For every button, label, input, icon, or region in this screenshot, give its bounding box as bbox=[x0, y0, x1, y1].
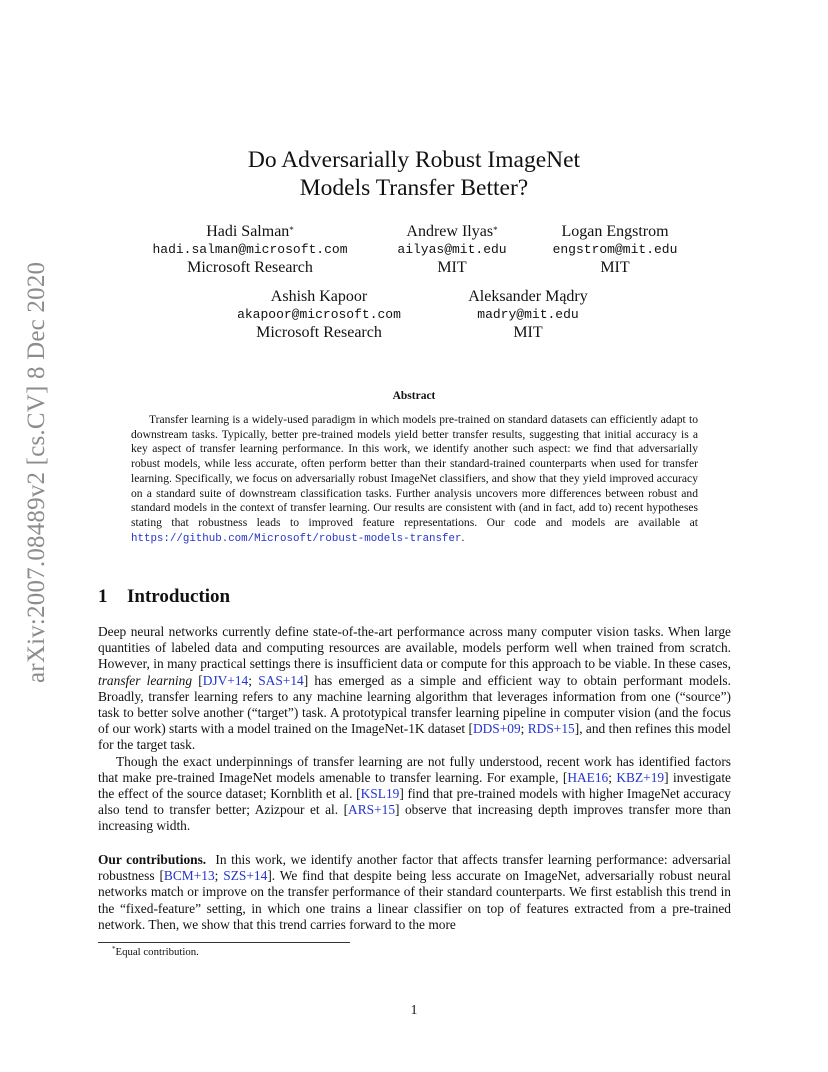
footnote bbox=[112, 946, 199, 958]
author-affiliation: Microsoft Research bbox=[187, 259, 313, 276]
paragraph-label: Our contributions. bbox=[98, 852, 207, 867]
paragraph-text: investigate the effect of the source dataset; Kornblith et al. bbox=[98, 769, 731, 802]
emphasis-text: transfer learning bbox=[98, 672, 193, 688]
title-line-2: Models Transfer Better? bbox=[299, 175, 529, 201]
citation-link[interactable]: BCM+13 bbox=[163, 868, 215, 884]
contributions-paragraph: Our contributions. In this work, we identify another factor that affects transfer learning performance: adversarial robustness [BCM+13; SZS+14]. We find that despite being less accurate on ImageNet, adversarially robust neural networks match or improve on the transfer performance of their standard counterparts. We first establish this trend in the “fixed-feature” setting, in which one trains a linear classifier on top of features extracted from a pre-trained network. Then, we show that this trend carries forward to the more bbox=[98, 852, 731, 932]
arxiv-stamp: arXiv:2007.08489v2 [cs.CV] 8 Dec 2020 bbox=[23, 261, 50, 683]
footnote-text: Equal contribution. bbox=[115, 946, 199, 958]
citation-link[interactable]: DDS+09 bbox=[472, 721, 521, 737]
citation-link[interactable]: RDS+15 bbox=[527, 721, 575, 737]
author-affiliation: MIT bbox=[513, 324, 543, 341]
citation-link[interactable]: DJV+14 bbox=[202, 672, 249, 688]
footnote-mark: * bbox=[112, 945, 116, 953]
author-affiliation: MIT bbox=[437, 259, 467, 276]
citation-link[interactable]: HAE16 bbox=[567, 769, 609, 785]
page-number: 1 bbox=[410, 1002, 418, 1017]
author-name: Hadi Salman bbox=[206, 223, 290, 240]
equal-contribution-mark: * bbox=[493, 225, 498, 235]
author-name: Logan Engstrom bbox=[561, 223, 669, 240]
author-name: Ashish Kapoor bbox=[270, 288, 368, 305]
paragraph-text: . We find that despite being less accurate on ImageNet, adversarially robust neural networks match or improve on the transfer performance of their standard counterparts. We first establish this trend in the “fixed-feature” setting, in which one trains a linear classifier on top of features extracted from a pre-trained network. Then, we show that this trend carries forward to the more bbox=[98, 868, 731, 932]
paragraph-text: Though the exact underpinnings of transfer learning are not fully understood, recent work has identified factors that make pre-trained ImageNet models amenable to transfer learning. For example, bbox=[98, 753, 731, 785]
citation-link[interactable]: SZS+14 bbox=[223, 868, 268, 884]
author-email[interactable]: hadi.salman@microsoft.com bbox=[152, 242, 348, 257]
paragraph-text: Deep neural networks currently define state-of-the-art performance across many computer vision tasks. When large quantities of labeled data and computing resources are available, models perform well when trained from scratch. However, in many practical settings there is insufficient data or compute for this approach to be viable. In these cases, bbox=[98, 624, 731, 672]
paragraph-text: In this work, we identify another factor that affects transfer learning performance: adversarial robustness bbox=[98, 852, 731, 884]
section-title: Introduction bbox=[127, 586, 231, 607]
author-affiliation: MIT bbox=[600, 259, 630, 276]
author-name: Andrew Ilyas bbox=[406, 223, 494, 240]
abstract-text: Transfer learning is a widely-used paradigm in which models pre-trained on standard datasets can efficiently adapt to downstream tasks. Typically, better pre-trained models yield better transfer results, suggesting that initial accuracy is a key aspect of transfer learning performance. In this work, we identify another such aspect: we find that adversarially robust models, while less accurate, often perform better than their standard-trained counterparts when used for transfer learning. Specifically, we focus on adversarially robust ImageNet classifiers, and show that they yield improved accuracy on a standard suite of downstream classification tasks. Further analysis uncovers more differences between robust and standard models in the context of transfer learning. Our results are consistent with (and in fact, add to) recent hypotheses stating that robustness leads to improved feature representations. Our code and models are available at bbox=[131, 413, 698, 529]
abstract-body: Transfer learning is a widely-used paradigm in which models pre-trained on standard datasets can efficiently adapt to downstream tasks. Typically, better pre-trained models yield better transfer results, suggesting that initial accuracy is a key aspect of transfer learning performance. In this work, we identify another such aspect: we find that adversarially robust models, while less accurate, often perform better than their standard-trained counterparts when used for transfer learning. Specifically, we focus on adversarially robust ImageNet classifiers, and show that they yield improved accuracy on a standard suite of downstream classification tasks. Further analysis uncovers more differences between robust and standard models in the context of transfer learning. Our results are consistent with (and in fact, add to) recent hypotheses stating that robustness leads to improved feature representations. Our code and models are available at https://github.com/Microsoft/robust-models-transfer. bbox=[131, 413, 698, 545]
author-name: Aleksander Mądry bbox=[468, 288, 588, 305]
equal-contribution-mark: * bbox=[289, 225, 294, 235]
abstract-heading: Abstract bbox=[392, 390, 436, 402]
code-url-link[interactable]: https://github.com/Microsoft/robust-models-transfer bbox=[131, 532, 462, 545]
paragraph-text: observe that increasing depth improves transfer more than increasing width. bbox=[98, 802, 731, 834]
author-email[interactable]: madry@mit.edu bbox=[477, 307, 579, 322]
footnote-divider bbox=[98, 942, 350, 943]
citation-link[interactable]: KBZ+19 bbox=[616, 769, 665, 785]
section-number: 1 bbox=[98, 586, 108, 607]
paragraph-text: find that pre-trained models with higher ImageNet accuracy also tend to transfer better; Azizpour et al. bbox=[98, 786, 732, 818]
author-block-kapoor bbox=[199, 288, 439, 342]
author-email[interactable]: akapoor@microsoft.com bbox=[237, 307, 401, 322]
citation-link[interactable]: ARS+15 bbox=[348, 802, 396, 818]
author-block-madry bbox=[408, 288, 648, 342]
author-email[interactable]: ailyas@mit.edu bbox=[397, 242, 507, 257]
author-affiliation: Microsoft Research bbox=[256, 324, 382, 341]
intro-paragraph-2: Though the exact underpinnings of transfer learning are not fully understood, recent work has identified factors that make pre-trained ImageNet models amenable to transfer learning. For example, [HAE16; KBZ+19] investigate the effect of the source dataset; Kornblith et al. [KSL19] find that pre-trained models with higher ImageNet accuracy also tend to transfer better; Azizpour et al. [ARS+15] observe that increasing depth improves transfer more than increasing width. bbox=[98, 753, 732, 834]
section-heading-introduction bbox=[98, 586, 230, 608]
citation-link[interactable]: KSL19 bbox=[360, 786, 400, 802]
author-block-engstrom bbox=[495, 223, 735, 277]
title-line-1: Do Adversarially Robust ImageNet bbox=[247, 147, 581, 173]
citation-link[interactable]: SAS+14 bbox=[258, 672, 304, 688]
paragraph-text: has emerged as a simple and efficient way to obtain performant models. Broadly, transfer learning refers to any machine learning algorithm that leverages information from one (“source”) task to better solve another (“target”) task. A prototypical transfer learning pipeline in computer vision (and the focus of our work) starts with a model trained on the ImageNet-1K dataset bbox=[98, 672, 731, 737]
author-email[interactable]: engstrom@mit.edu bbox=[552, 242, 678, 257]
paragraph-text: , and then refines this model for the target task. bbox=[98, 721, 731, 753]
intro-paragraph-1: Deep neural networks currently define state-of-the-art performance across many computer vision tasks. When large quantities of labeled data and computing resources are available, models perform well when trained from scratch. However, in many practical settings there is insufficient data or compute for this approach to be viable. In these cases, transfer learning [DJV+14; SAS+14] has emerged as a simple and efficient way to obtain performant models. Broadly, transfer learning refers to any machine learning algorithm that leverages information from one (“source”) task to better solve another (“target”) task. A prototypical transfer learning pipeline in computer vision (and the focus of our work) starts with a model trained on the ImageNet-1K dataset [DDS+09; RDS+15], and then refines this model for the target task. Though the exact underpinnings of transfer learning are not fully understood, recent work has identified factors that make pre-trained ImageNet models amenable to transfer learning. For example, [HAE16; KBZ+19] investigate the effect of the source dataset; Kornblith et al. [KSL19] find that pre-trained models with higher ImageNet accuracy also tend to transfer better; Azizpour et al. [ARS+15] observe that increasing depth improves transfer more than increasing width. bbox=[98, 624, 732, 834]
paper-title bbox=[0, 146, 828, 202]
